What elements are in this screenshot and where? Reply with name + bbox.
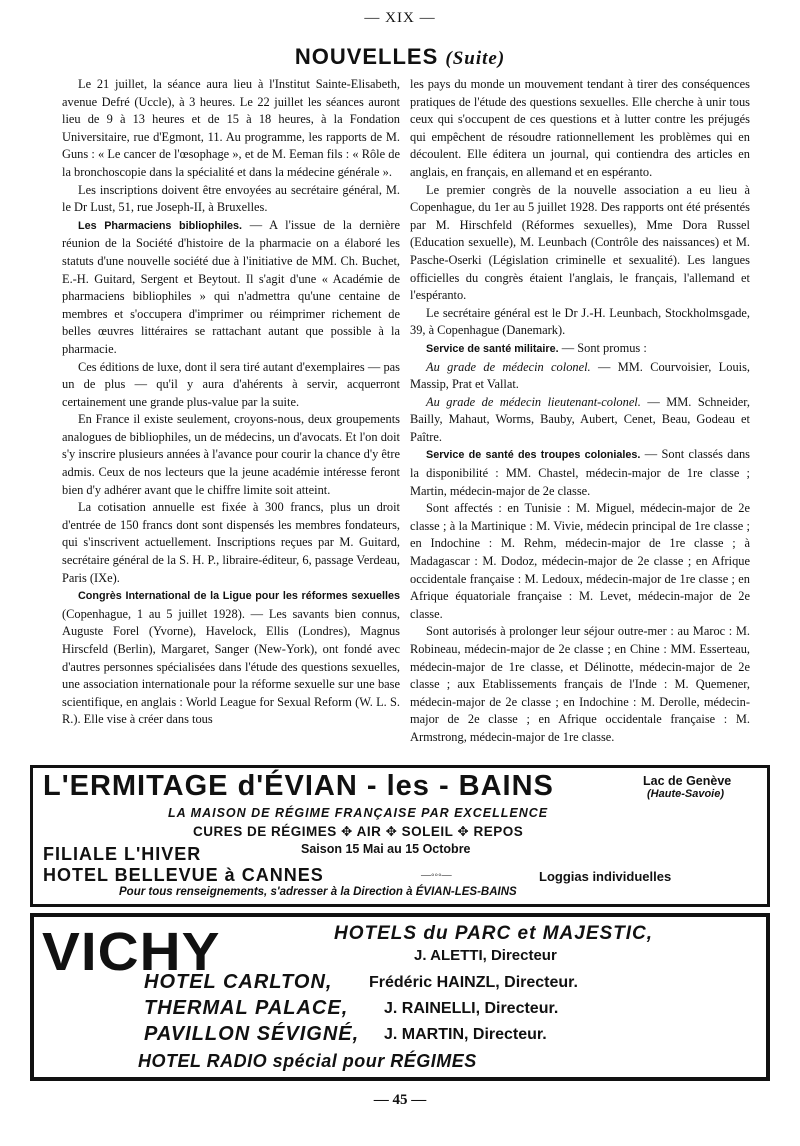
paragraph [62, 587, 400, 729]
evian-ornament: —◦◦◦— [421, 870, 452, 881]
italic-lead: Au grade de médecin lieutenant-colonel. [426, 394, 641, 409]
paragraph [410, 623, 750, 746]
paragraph-text: — Sont promus : [558, 340, 647, 355]
vichy-hotel-name: HOTEL CARLTON, [144, 971, 333, 993]
roman-page-number: — XIX — [364, 10, 436, 26]
section-heading: Service de santé militaire. [426, 342, 559, 355]
paragraph: Ces éditions de luxe, dont il sera tiré autant d'exemplaires — pas un de plus — qu'il y aura d'ahérents à servir, acquerront certainement une grande plus-value par la suite. [62, 359, 400, 409]
paragraph-text: — A l'issue de la dernière réunion de la Société d'histoire de la pharmacie on a élaboré les statuts d'une nouvelle société due à l'initiative de MM. Ch. Buchet, E.-H. Guitard, Sergent et Beytout. Il s'agit d'une « Académie de pharmaciens bibliophiles » qui n'admettra qu'une centaine de membres et s'occupera d'imprimer ou réimprimer richement de belles œuvres littéraires se rattachant autant que possible à la pharmacie. [62, 217, 400, 356]
italic-lead: Au grade de médecin colonel. [426, 359, 591, 374]
vichy-hotels-parc: HOTELS du PARC et MAJESTIC, [334, 923, 654, 944]
paragraph: Le 21 juillet, la séance aura lieu à l'Institut Sainte-Elisabeth, avenue Defré (Uccle), à 3 heures. Le 22 juillet les séances auront lieu de 9 à 13 heures et de 15 à 18 heures, à la Fondation Universitaire, rue d'Egmont, 11. Au programme, les rapports de M. Guns : « Le cancer de l'œsophage », et de M. Eeman fils : « Rôle de la bronchoscopie dans la spécialité et dans la médecine générale ». [62, 77, 400, 179]
paragraph-text: (Copenhague, 1 au 5 juillet 1928). — Les savants bien connus, Auguste Forel (Yvorne), Havelock, Ellis (Londres), Magnus Hirscfeld (Berlin), Margaret, Sanger (New-York), ont fondé avec d'autres personnes spécialisées dans l'étude des questions sexuelles, une association internationale pour la réforme sexuelle sur une base scientifique, en anglais : World League for Sexual Reform (W. L. S. R.). Elle vise à créer dans tous [62, 606, 400, 727]
vichy-hotel-director: J. RAINELLI, Directeur. [384, 1000, 559, 1017]
vichy-advertisement [30, 913, 770, 1081]
paragraph: En France il existe seulement, croyons-nous, deux groupements analogues de bibliophiles, un de médecins, un d'avocats. Et l'on doit s'y inscrire plusieurs années à l'avance pour courir la chance d'y être admis. Ceux de nos lecteurs que la jeune académie intéresse feront bien d'y adhérer avant que le chiffre limite soit atteint. [62, 412, 400, 497]
paragraph-text: — MM. Courvoisier, Louis, Massip, Prat et Vallat. [410, 359, 751, 392]
vichy-hotel-director: Frédéric HAINZL, Directeur. [369, 974, 578, 991]
paragraph [410, 340, 750, 359]
vichy-hotel-name: PAVILLON SÉVIGNÉ, [144, 1023, 360, 1045]
page-number: — 45 — [373, 1092, 427, 1108]
section-heading: Les Pharmaciens bibliophiles. [78, 219, 243, 232]
paragraph: La cotisation annuelle est fixée à 300 francs, plus un droit d'entrée de 150 francs dont sont dispensés les membres fondateurs, qui s'inscrivent actuellement. Inscriptions reçues par M. Guitard, secrétaire général de la S. H. P., libraire-éditeur, 6, passage Verdeau, Paris (IXe). [62, 500, 400, 585]
section-heading: Service de santé des troupes coloniales. [426, 449, 641, 462]
paragraph-text: Sont affectés : en Tunisie : M. Miguel, médecin-major de 2e classe ; à la Martinique : M. Vivie, médecin principal de 1re classe ; en Indochine : M. Rehm, médecin-major de 1re classe ; à Madagascar : M. Dodoz, médecin-major de 2e classe ; en Afrique occidentale française : M. Ledoux, médecin-major de 1re classe ; en Afrique équatoriale française : M. Levet, médecin-major de 2e classe. [410, 501, 750, 621]
right-column [410, 76, 750, 747]
title-text: NOUVELLES [294, 44, 439, 69]
evian-headline: L'ERMITAGE d'ÉVIAN - les - BAINS [43, 770, 554, 802]
evian-features: CURES DE RÉGIMES ✥ AIR ✥ SOLEIL ✥ REPOS [193, 824, 524, 839]
paragraph-text: Sont autorisés à prolonger leur séjour outre-mer : au Maroc : M. Robineau, médecin-major de 2e classe ; en Chine : MM. Esserteau, médecin-major de 1re classe, et Délinotte, médecin-major de 2e classe ; aux Etablissements français de l'Inde : M. Quemener, médecin-major de 2e classe ; en Indochine : M. Derolle, médecin-major de 2e classe ; en Afrique occidentale française : M. Armstrong, médecin-major de 1re classe. [410, 624, 750, 744]
paragraph [410, 446, 750, 500]
evian-hotel: HOTEL BELLEVUE à CANNES [43, 865, 324, 885]
evian-advertisement [30, 765, 770, 907]
title-suffix: (Suite) [445, 48, 506, 69]
paragraph: Les inscriptions doivent être envoyées au secrétaire général, M. le Dr Lust, 51, rue Joseph-II, à Bruxelles. [62, 182, 400, 215]
paragraph-text: — MM. Schneider, Bailly, Mahaut, Worms, Bauby, Aubert, Cenet, Beau, Godeau et Paître. [410, 394, 750, 444]
paragraph [410, 500, 750, 623]
evian-location: Lac de Genève [643, 774, 732, 788]
evian-footer: Pour tous renseignements, s'adresser à la Direction à ÉVIAN-LES-BAINS [119, 886, 517, 898]
section-heading: Congrès International de la Ligue pour les réformes sexuelles [78, 590, 400, 603]
paragraph [410, 182, 750, 305]
paragraph [62, 217, 400, 359]
paragraph-text: Le premier congrès de la nouvelle association a eu lieu à Copenhague, du 1er au 5 juillet 1928. Des rapports ont été présentés par M. Hirschfeld (Réformes sexuelles), Mme Dora Russel (Education sexuelle), M. Leunbach (Contrôle des naissances) et M. Pasche-Oserki (Législation criminelle et sexualité). Les langues officielles du congrès étaient l'anglais, le français, l'allemand et l'espéranto. [410, 182, 750, 303]
left-column [62, 76, 400, 729]
evian-tagline: LA MAISON DE RÉGIME FRANÇAISE PAR EXCELLENCE [168, 806, 549, 820]
paragraph-text: — Sont classés dans la disponibilité : MM. Chastel, médecin-major de 1re classe ; Martin, médecin-major de 2e classe. [410, 447, 750, 498]
vichy-hotel-director: J. MARTIN, Directeur. [384, 1026, 547, 1043]
vichy-aletti: J. ALETTI, Directeur [414, 947, 557, 964]
evian-region: (Haute-Savoie) [647, 788, 725, 800]
paragraph [410, 305, 750, 340]
paragraph [410, 394, 750, 447]
evian-loggias: Loggias individuelles [539, 869, 672, 884]
page-title [0, 44, 800, 70]
paragraph [410, 359, 750, 394]
paragraph-text: Le secrétaire général est le Dr J.-H. Leunbach, Stockholmsgade, 39, à Copenhague (Danemark). [410, 305, 750, 338]
vichy-radio: HOTEL RADIO spécial pour RÉGIMES [138, 1051, 477, 1071]
evian-saison: Saison 15 Mai au 15 Octobre [301, 842, 471, 856]
paragraph [410, 76, 750, 182]
paragraph-text: les pays du monde un mouvement tendant à tirer des conséquences pratiques de l'étude des questions sexuelles. Elle cherche à unir tous ceux qui s'occupent de ces questions et à lutter contre les préjugés qui empêchent de résoudre rationnellement les problèmes qui en découlent. Elle éditera un journal, qui contiendra des articles en anglais, en français, en allemand et en espéranto. [410, 77, 750, 179]
vichy-hotel-name: THERMAL PALACE, [144, 997, 349, 1019]
evian-filiale: FILIALE L'HIVER [43, 844, 202, 864]
vichy-title: VICHY [42, 922, 221, 982]
